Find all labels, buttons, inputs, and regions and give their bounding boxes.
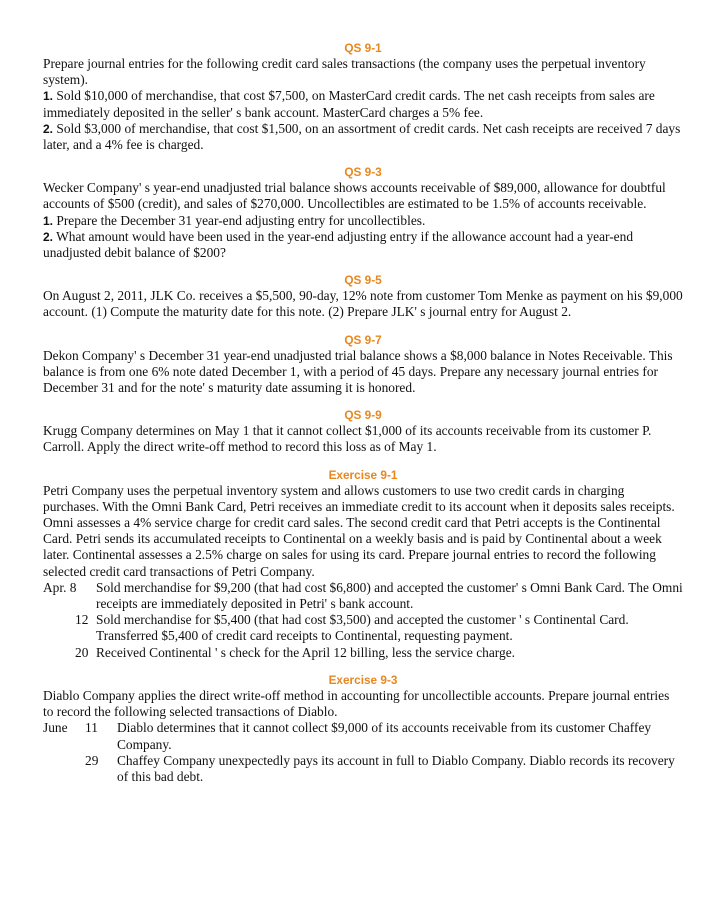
entry-date-label: June <box>43 720 68 736</box>
qs-9-7-section <box>43 332 683 397</box>
entry-day: 20 <box>75 644 89 660</box>
exercise-9-3-entry-june-11 <box>43 720 683 752</box>
qs-9-1-item-2 <box>43 121 683 153</box>
entry-text: Received Continental ' s check for the April 12 billing, less the service charge. <box>96 644 516 660</box>
qs-9-3-heading: QS 9-3 <box>344 165 382 180</box>
qs-9-7-heading: QS 9-7 <box>344 332 382 347</box>
qs-9-9-heading: QS 9-9 <box>344 408 382 423</box>
entry-text: Sold merchandise for $9,200 (that had cost $6,800) and accepted the customer' s Omni Bank Card. The Omni receipts are immediately deposited in Petri' s bank account. <box>96 579 683 612</box>
entry-day: 11 <box>85 720 98 736</box>
entry-day: 12 <box>75 612 89 628</box>
item-number: 2. <box>43 121 54 136</box>
entry-day: 29 <box>85 752 99 768</box>
item-text: What amount would have been used in the year-end adjusting entry if the allowance account had a year-end unadjusted debit balance of $200? <box>43 228 634 261</box>
entry-text: Chaffey Company unexpectedly pays its account in full to Diablo Company. Diablo records its recovery of this bad debt. <box>117 752 675 784</box>
qs-9-1-heading: QS 9-1 <box>344 41 382 55</box>
exercise-9-1-entry-12 <box>43 612 683 644</box>
qs-9-5-section <box>43 272 683 320</box>
exercise-9-3-entry-29 <box>43 753 683 785</box>
qs-9-5-heading: QS 9-5 <box>344 273 382 288</box>
qs-9-1-section <box>43 40 683 153</box>
exercise-9-1-entry-20 <box>43 645 683 661</box>
exercise-9-3-section <box>43 672 683 785</box>
document-page <box>43 40 683 785</box>
qs-9-1-item-1 <box>43 88 683 120</box>
qs-9-7-text: Dekon Company' s December 31 year-end unadjusted trial balance shows a $8,000 balance in Notes Receivable. This balance is from one 6% note dated December 1, with a period of 45 days. Prepare any necessary journal entries for December 31 and for the note' s maturity date assuming it is honored. <box>43 347 673 396</box>
qs-9-1-intro: Prepare journal entries for the following credit card sales transactions (the company uses the perpetual inventory system). <box>43 56 646 88</box>
entry-text: Diablo determines that it cannot collect $9,000 of its accounts receivable from its customer Chaffey Company. <box>117 720 652 752</box>
qs-9-3-item-2 <box>43 229 683 261</box>
entry-text: Sold merchandise for $5,400 (that had cost $3,500) and accepted the customer ' s Continental Card. Transferred $5,400 of credit card receipts to Continental, requesting payment. <box>96 612 629 644</box>
item-text: Prepare the December 31 year-end adjusting entry for uncollectibles. <box>56 212 426 228</box>
exercise-9-1-entry-apr-8 <box>43 580 683 612</box>
qs-9-9-section <box>43 407 683 455</box>
item-text: Sold $10,000 of merchandise, that cost $7,500, on MasterCard credit cards. The net cash receipts from sales are immediately deposited in the seller' s bank account. MasterCard charges a 5% fee. <box>43 88 655 120</box>
exercise-9-3-intro: Diablo Company applies the direct write-off method in accounting for uncollectible accounts. Prepare journal entries to record the following selected transactions of Diablo. <box>43 687 670 720</box>
exercise-9-1-heading: Exercise 9-1 <box>328 467 398 482</box>
qs-9-5-text: On August 2, 2011, JLK Co. receives a $5,500, 90-day, 12% note from customer Tom Menke as payment on his $9,000 account. (1) Compute the maturity date for this note. (2) Prepare JLK' s journal entry for August 2. <box>43 288 683 320</box>
exercise-9-1-intro: Petri Company uses the perpetual inventory system and allows customers to use two credit cards in charging purchases. With the Omni Bank Card, Petri receives an immediate credit to its account when it deposits sales receipts. Omni assesses a 4% service charge for credit card sales. The second credit card that Petri accepts is the Continental Card. Petri sends its accumulated receipts to Continental on a weekly basis and is paid by Continental about a week later. Continental assesses a 2.5% charge on sales for using its card. Prepare journal entries to record the following selected credit card transactions of Petri Company. <box>43 482 675 579</box>
qs-9-9-text: Krugg Company determines on May 1 that it cannot collect $1,000 of its accounts receivable from its customer P. Carroll. Apply the direct write-off method to record this loss as of May 1. <box>43 423 652 455</box>
qs-9-3-item-1 <box>43 213 683 229</box>
item-text: Sold $3,000 of merchandise, that cost $1,500, on an assortment of credit cards. Net cash receipts are received 7 days later, and a 4% fee is charged. <box>43 120 681 153</box>
item-number: 1. <box>43 213 54 228</box>
qs-9-3-section <box>43 164 683 261</box>
exercise-9-1-section <box>43 467 683 661</box>
qs-9-3-intro: Wecker Company' s year-end unadjusted trial balance shows accounts receivable of $89,000, allowance for doubtful accounts of $500 (credit), and sales of $270,000. Uncollectibles are estimated to be 1.5% of accounts receivable. <box>43 180 666 212</box>
item-number: 2. <box>43 229 54 244</box>
item-number: 1. <box>43 89 54 104</box>
exercise-9-3-heading: Exercise 9-3 <box>328 672 398 687</box>
entry-date-label: Apr. 8 <box>43 579 77 595</box>
